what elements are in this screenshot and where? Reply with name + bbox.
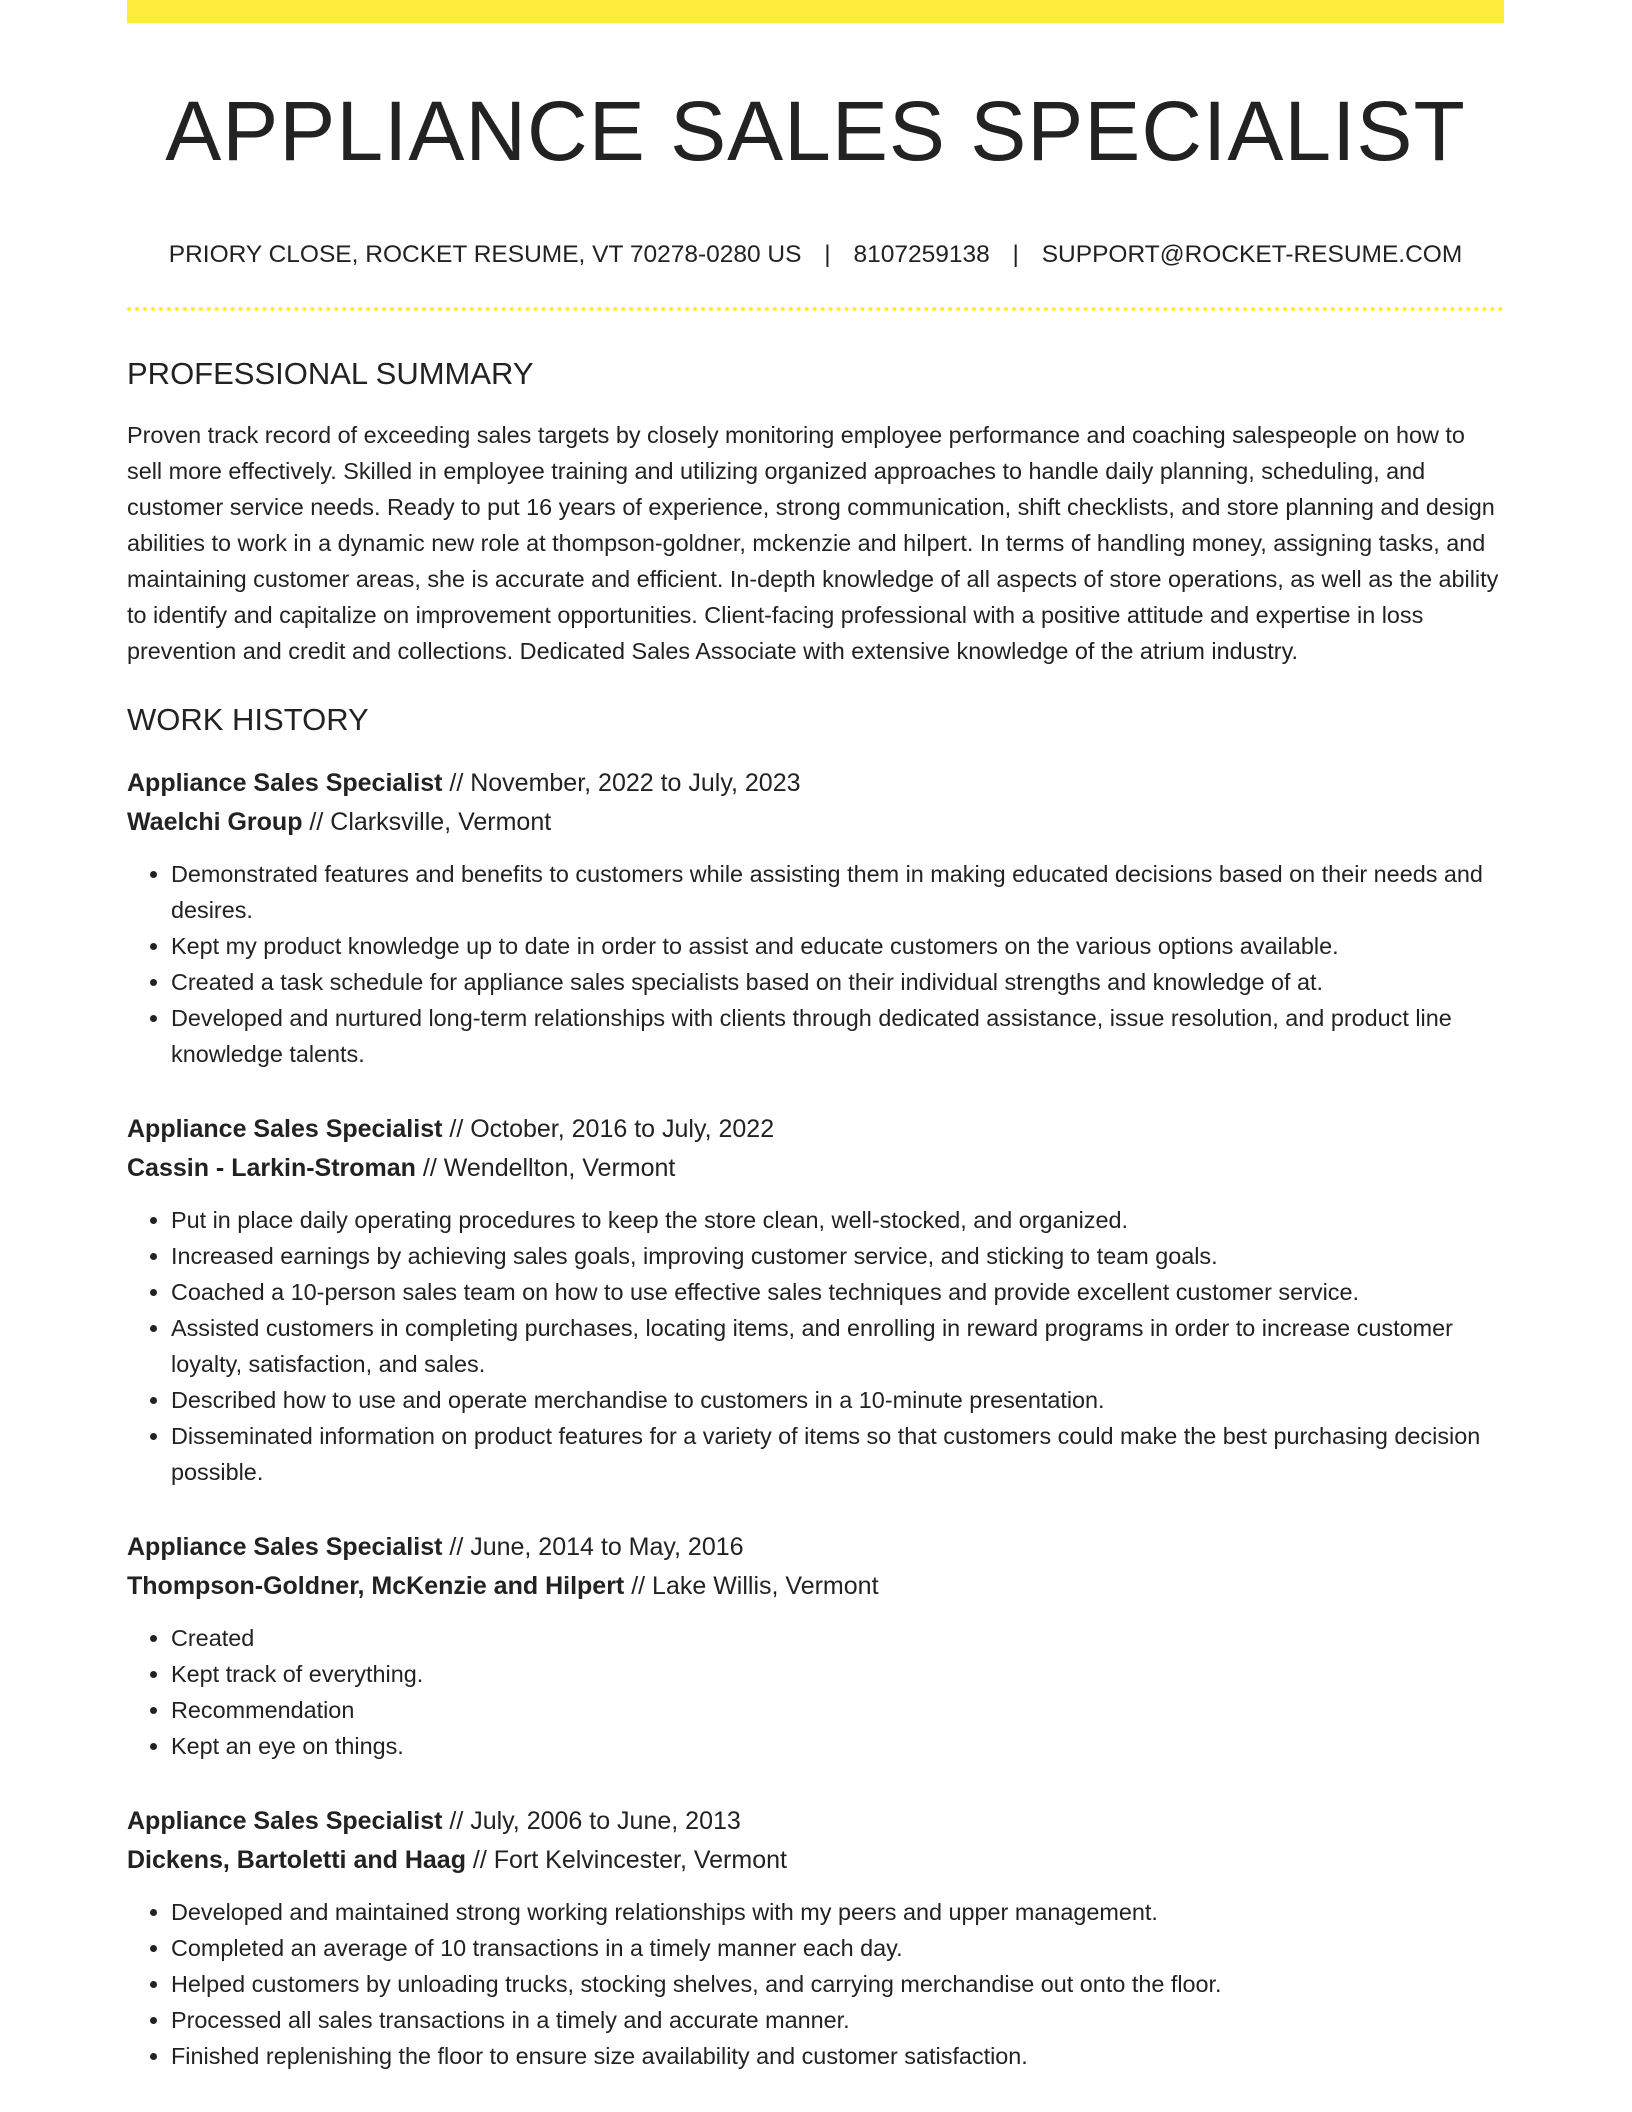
job-bullet: • Finished replenishing the floor to ensure size availability and customer satisfaction. (171, 2038, 1504, 2074)
job-role: Appliance Sales Specialist (127, 1807, 443, 1836)
job-company-line (127, 1567, 1504, 1606)
resume-title: APPLIANCE SALES SPECIALIST (165, 84, 1466, 178)
job-location: // Clarksville, Vermont (302, 808, 552, 837)
job-bullet: • Disseminated information on product features for a variety of items so that customers could make the best purchasing decision possible. (171, 1418, 1504, 1490)
job-location: // Wendellton, Vermont (415, 1154, 676, 1183)
summary-heading: PROFESSIONAL SUMMARY (127, 355, 534, 391)
work-history-list (127, 764, 1504, 2074)
job-company: Cassin - Larkin-Stroman (127, 1154, 416, 1183)
summary-paragraph: Proven track record of exceeding sales targets by closely monitoring employee performance and coaching salespeople on how to sell more effectively. Skilled in employee training and utilizing organized approaches to handle daily planning, scheduling, and customer service needs. Ready to put 16 years of experience, strong communication, shift checklists, and store planning and design abilities to work in a dynamic new role at thompson-goldner, mckenzie and hilpert. In terms of handling money, assigning tasks, and maintaining customer areas, she is accurate and efficient. In-depth knowledge of all aspects of store operations, as well as the ability to identify and capitalize on improvement opportunities. Client-facing professional with a positive attitude and expertise in loss prevention and credit and collections. Dedicated Sales Associate with extensive knowledge of the atrium industry. (127, 422, 1499, 665)
job-company: Dickens, Bartoletti and Haag (127, 1846, 466, 1875)
job-bullet: • Demonstrated features and benefits to customers while assisting them in making educated decisions based on their needs and desires. (171, 856, 1504, 928)
contact-separator: | (1012, 240, 1019, 268)
job-company-line (127, 1149, 1504, 1188)
job-dates: // November, 2022 to July, 2023 (442, 769, 801, 798)
job-title-line (127, 1802, 1504, 1841)
job-bullet: • Processed all sales transactions in a timely and accurate manner. (171, 2002, 1504, 2038)
job-bullet-list (127, 856, 1504, 1072)
job-bullet: • Helped customers by unloading trucks, stocking shelves, and carrying merchandise out onto the floor. (171, 1966, 1504, 2002)
contact-line (127, 240, 1504, 269)
accent-top-bar (127, 0, 1504, 23)
job-entry (127, 1110, 1504, 1490)
job-dates: // July, 2006 to June, 2013 (442, 1807, 741, 1836)
job-dates: // June, 2014 to May, 2016 (442, 1533, 744, 1562)
job-entry (127, 1802, 1504, 2074)
job-title-line (127, 1110, 1504, 1149)
job-location: // Fort Kelvincester, Vermont (465, 1846, 787, 1875)
job-company-line (127, 803, 1504, 842)
job-bullet: • Described how to use and operate merchandise to customers in a 10-minute presentation. (171, 1382, 1504, 1418)
job-entry (127, 1528, 1504, 1764)
job-role: Appliance Sales Specialist (127, 1533, 443, 1562)
job-bullet: • Increased earnings by achieving sales goals, improving customer service, and sticking to team goals. (171, 1238, 1504, 1274)
job-title-line (127, 1528, 1504, 1567)
job-bullet: • Assisted customers in completing purchases, locating items, and enrolling in reward programs in order to increase customer loyalty, satisfaction, and sales. (171, 1310, 1504, 1382)
job-bullet: • Completed an average of 10 transactions in a timely manner each day. (171, 1930, 1504, 1966)
job-bullet-list (127, 1620, 1504, 1764)
job-bullet: • Developed and nurtured long-term relationships with clients through dedicated assistance, issue resolution, and product line knowledge talents. (171, 1000, 1504, 1072)
job-bullet: • Kept track of everything. (171, 1656, 1504, 1692)
job-bullet: • Created a task schedule for appliance sales specialists based on their individual strengths and knowledge of at. (171, 964, 1504, 1000)
job-bullet: • Kept my product knowledge up to date in order to assist and educate customers on the various options available. (171, 928, 1504, 964)
job-role: Appliance Sales Specialist (127, 1115, 443, 1144)
job-entry (127, 764, 1504, 1072)
job-role: Appliance Sales Specialist (127, 769, 443, 798)
job-bullet: • Recommendation (171, 1692, 1504, 1728)
resume-page (127, 0, 1504, 2074)
job-bullet: • Put in place daily operating procedures to keep the store clean, well-stocked, and organized. (171, 1202, 1504, 1238)
job-location: // Lake Willis, Vermont (624, 1572, 879, 1601)
job-bullet: • Developed and maintained strong working relationships with my peers and upper management. (171, 1894, 1504, 1930)
contact-separator: | (824, 240, 831, 268)
work-history-heading: WORK HISTORY (127, 702, 369, 738)
job-bullet: • Kept an eye on things. (171, 1728, 1504, 1764)
contact-email: SUPPORT@ROCKET-RESUME.COM (1041, 240, 1463, 268)
job-company: Waelchi Group (127, 808, 303, 837)
contact-phone: 8107259138 (853, 240, 990, 268)
job-company-line (127, 1841, 1504, 1880)
job-title-line (127, 764, 1504, 803)
job-dates: // October, 2016 to July, 2022 (442, 1115, 775, 1144)
job-bullet-list (127, 1894, 1504, 2074)
contact-address: PRIORY CLOSE, ROCKET RESUME, VT 70278-0280 US (168, 240, 802, 268)
job-bullet: • Coached a 10-person sales team on how to use effective sales techniques and provide excellent customer service. (171, 1274, 1504, 1310)
dotted-divider (127, 307, 1504, 311)
job-company: Thompson-Goldner, McKenzie and Hilpert (127, 1572, 625, 1601)
job-bullet-list (127, 1202, 1504, 1490)
job-bullet: • Created (171, 1620, 1504, 1656)
